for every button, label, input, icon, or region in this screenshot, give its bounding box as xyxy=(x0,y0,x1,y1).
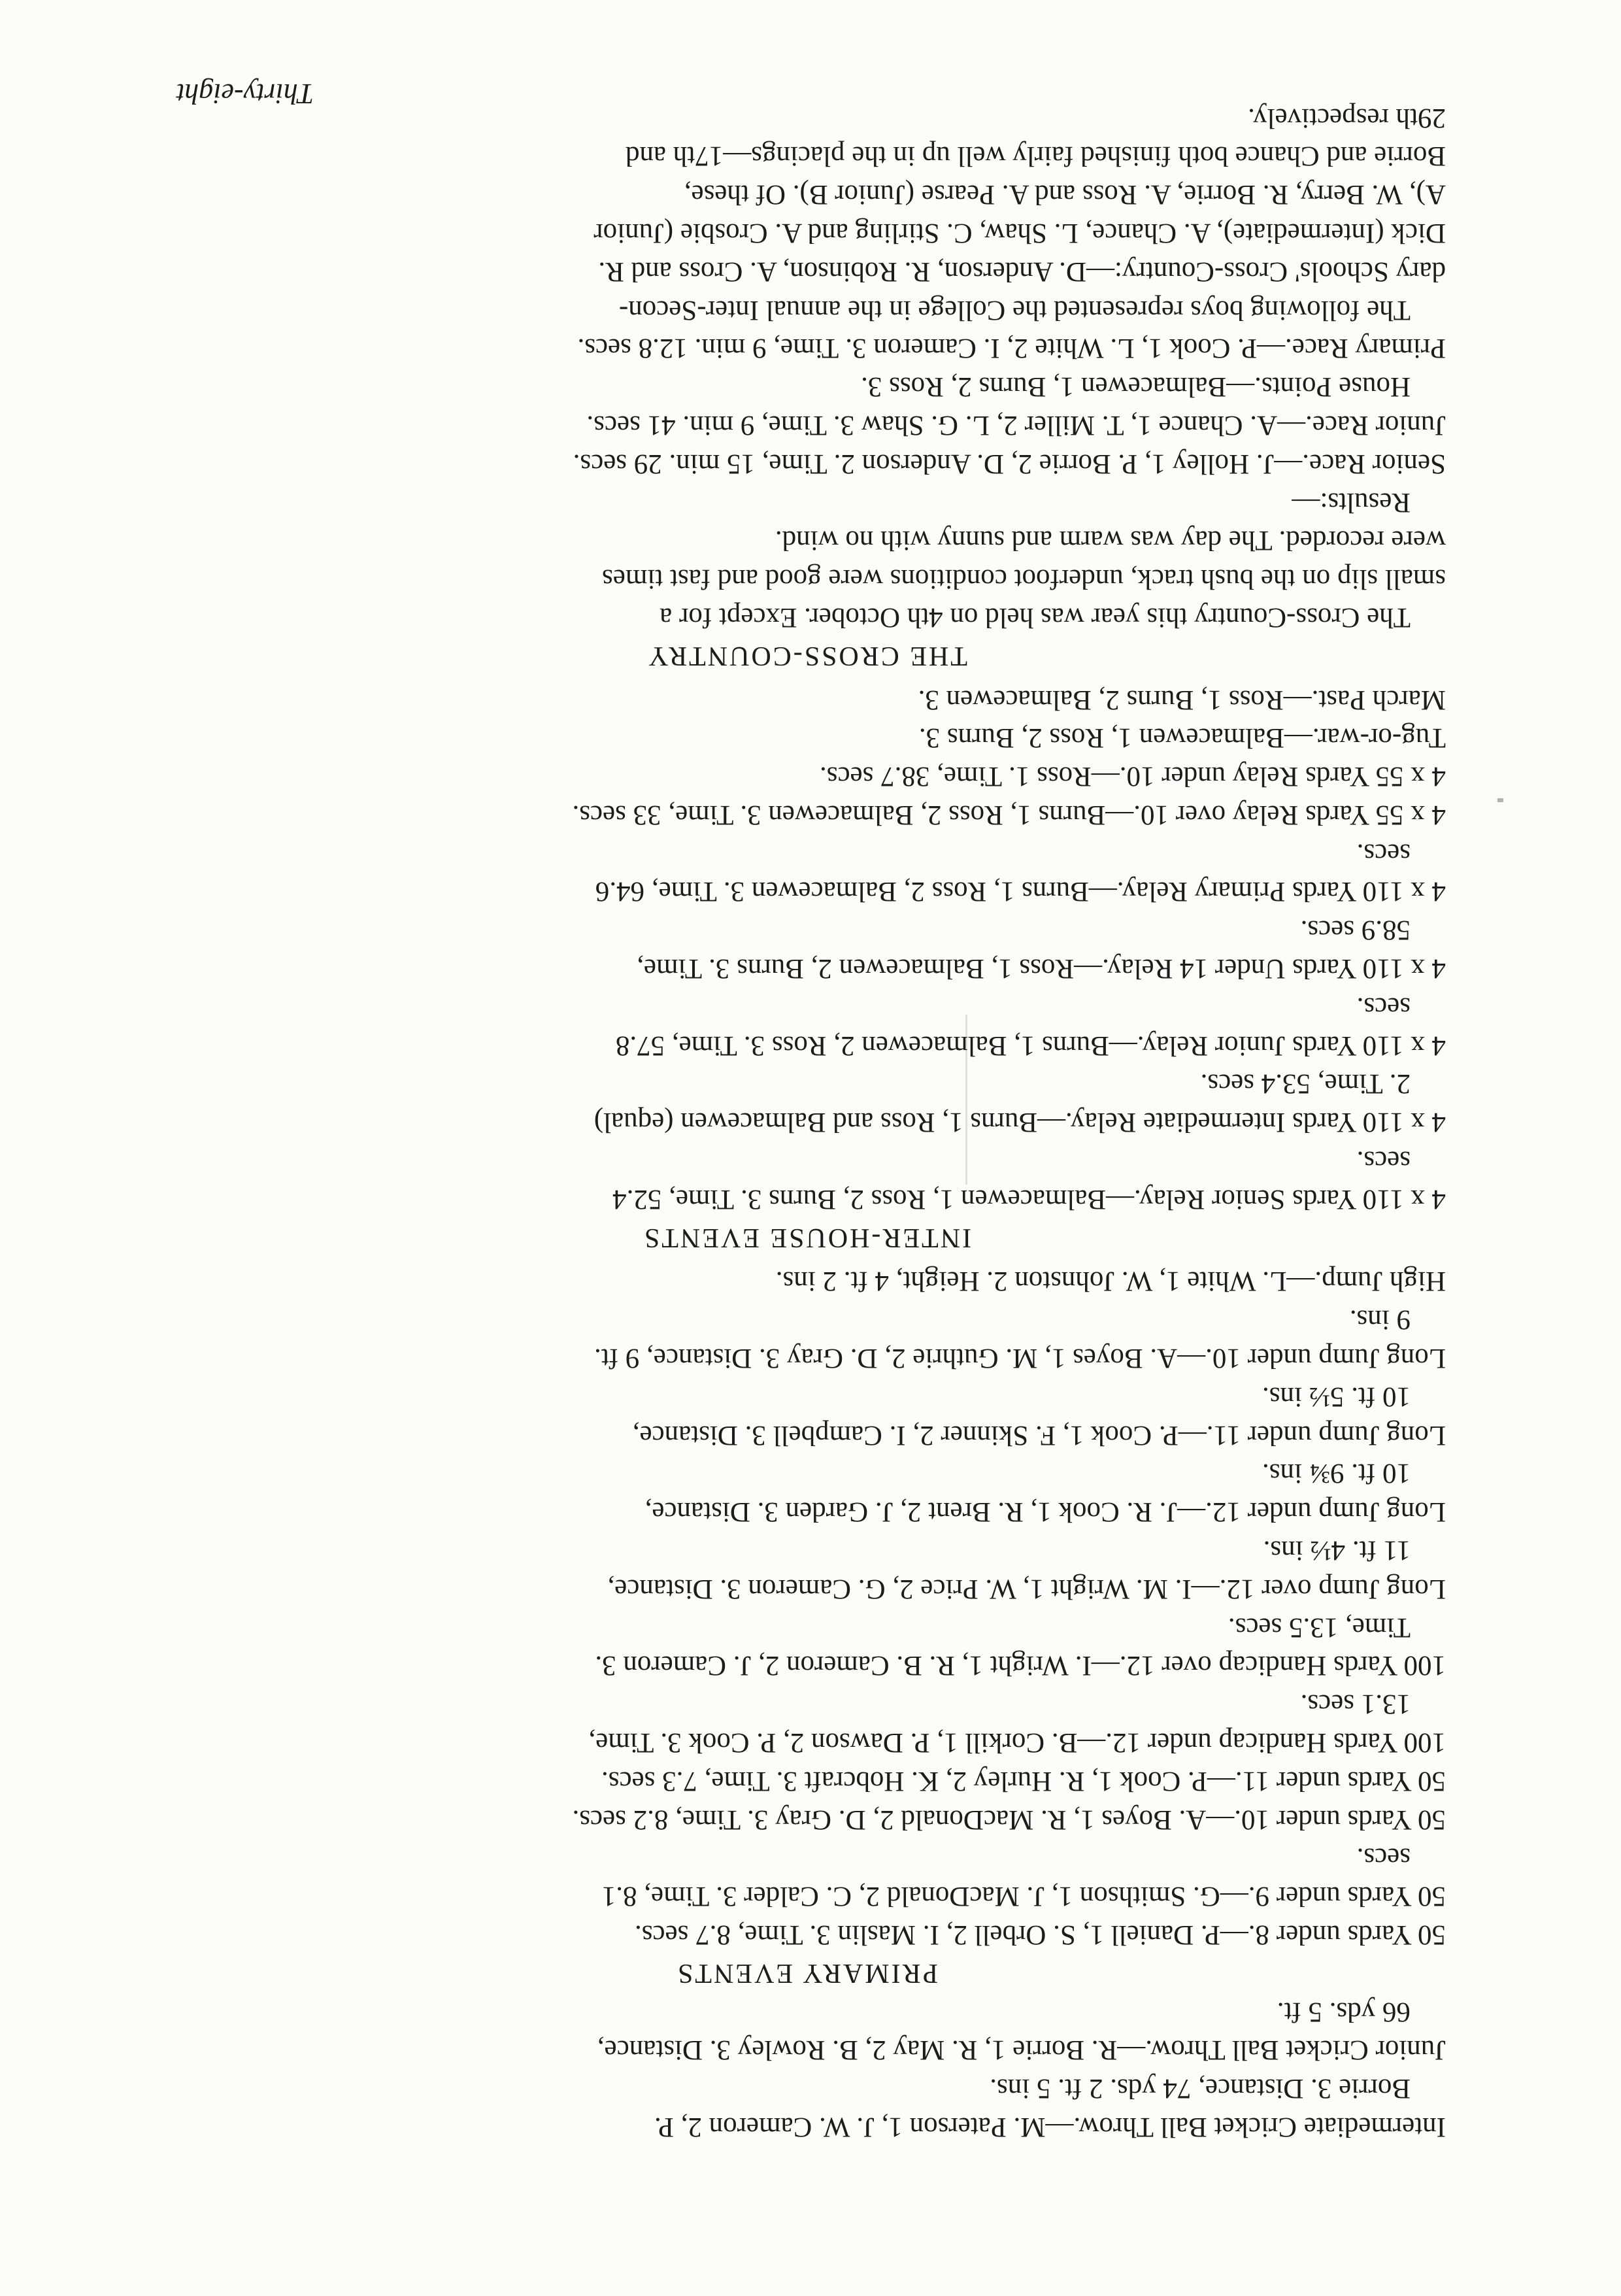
result-long-jump-under-11: Long Jump under 11.—P. Cook 1, F. Skinner 2, I. Campbell 3. Distance, 10 ft. 5½ ins. xyxy=(632,1381,1446,1451)
result-senior-relay: 4 x 110 Yards Senior Relay.—Balmacewen 1, Ross 2, Burns 3. Time, 52.4 secs. xyxy=(612,1145,1446,1215)
result-senior-race: Senior Race.—J. Holley 1, P. Borrie 2, D. Anderson 2. Time, 15 min. 29 secs. xyxy=(573,448,1446,479)
results-label: Results:— xyxy=(1292,486,1411,518)
result-junior-race: Junior Race.—A. Chance 1, T. Miller 2, L. G. Shaw 3. Time, 9 min. 41 secs. xyxy=(586,409,1446,441)
result-long-jump-under-12: Long Jump under 12.—J. R. Cook 1, R. Brent 2, J. Garden 3. Distance, 10 ft. 9¾ ins. xyxy=(644,1458,1446,1528)
result-50y-under-8: 50 Yards under 8.—P. Daniell 1, S. Orbell 2, I. Maslin 3. Time, 8.7 secs. xyxy=(634,1919,1446,1951)
result-50y-under-9: 50 Yards under 9.—G. Smithson 1, J. MacDonald 2, C. Calder 3. Time, 8.1 secs. xyxy=(601,1842,1446,1912)
result-50y-under-11: 50 Yards under 11.—P. Cook 1, R. Hurley 2, K. Hobcraft 3. Time, 7.3 secs. xyxy=(601,1765,1446,1797)
house-points: House Points.—Balmacewen 1, Burns 2, Ross 3. xyxy=(861,371,1411,403)
result-50y-under-10: 50 Yards under 10.—A. Boyes 1, R. MacDonald 2, D. Gray 3. Time, 8.2 secs. xyxy=(572,1804,1446,1835)
result-march-past: March Past.—Ross 1, Burns 2, Balmacewen 3. xyxy=(918,684,1446,715)
page-number-footer: Thirty-eight xyxy=(176,78,314,110)
result-under-14-relay: 4 x 110 Yards Under 14 Relay.—Ross 1, Balmacewen 2, Burns 3. Time, 58.9 secs. xyxy=(637,915,1446,985)
heading-inter-house-events: INTER-HOUSE EVENTS xyxy=(642,1222,972,1253)
result-55y-relay-over-10: 4 x 55 Yards Relay over 10.—Burns 1, Ross 2, Balmacewen 3. Time, 33 secs. xyxy=(572,799,1446,830)
result-intermediate-cricket: Intermediate Cricket Ball Throw.—M. Paterson 1, J. W. Cameron 2, P. Borrie 3. Distance, 74 yds. 2 ft. 5 ins. xyxy=(654,2073,1446,2142)
result-intermediate-relay: 4 x 110 Yards Intermediate Relay.—Burns 1, Ross and Balmacewen (equal) 2. Time, 53.4 secs. xyxy=(593,1068,1446,1138)
heading-cross-country: THE CROSS-COUNTRY xyxy=(646,640,967,671)
document-body xyxy=(168,98,1446,2146)
result-junior-cricket: Junior Cricket Ball Throw.—R. Borrie 1, R. May 2, B. Rowley 3. Distance, 66 yds. 5 ft. xyxy=(597,1996,1446,2066)
cross-country-intro: The Cross-Country this year was held on 4th October. Except for a small slip on the bush track, underfoot conditions were good and fast times were recorded. The day was warm and sunny with no wind. xyxy=(602,525,1446,633)
result-100y-handicap-under-12: 100 Yards Handicap under 12.—B. Corkill 1, P. Dawson 2, P. Cook 3. Time, 13.1 secs. xyxy=(588,1689,1446,1759)
scan-speck xyxy=(1497,798,1503,802)
result-junior-relay: 4 x 110 Yards Junior Relay.—Burns 1, Balmacewen 2, Ross 3. Time, 57.8 secs. xyxy=(615,991,1446,1061)
result-100y-handicap-over-12: 100 Yards Handicap over 12.—I. Wright 1, R. B. Cameron 2, J. Cameron 3. Time, 13.5 secs. xyxy=(595,1612,1446,1681)
inter-secondary-paragraph: The following boys represented the College in the annual Inter-Secon- dary Schools' Cross-Country:—D. Anderson, R. Robinson, A. Cross and R. Dick (Intermediate), A. Chance, L. Shaw, C. Stirling and A. Crosbie (Junior A), W. Berry, R. Borrie, A. Ross and A. Pearse (Junior B). Of these, Borrie and Chance both finished fairly well up in the placings—17th and 29th respectively. xyxy=(593,102,1446,326)
result-tug-of-war: Tug-or-war.—Balmacewen 1, Ross 2, Burns 3. xyxy=(918,722,1446,754)
result-55y-relay-under-10: 4 x 55 Yards Relay under 10.—Ross 1. Time, 38.7 secs. xyxy=(820,761,1446,792)
scan-speck xyxy=(965,1015,967,1185)
result-high-jump: High Jump.—L. White 1, W. Johnston 2. Height, 4 ft. 2 ins. xyxy=(775,1266,1446,1297)
result-long-jump-over-12: Long Jump over 12.—I. M. Wright 1, W. Price 2, G. Cameron 3. Distance, 11 ft. 4½ ins. xyxy=(607,1535,1446,1604)
result-long-jump-under-10: Long Jump under 10.—A. Boyes 1, M. Guthrie 2, D. Gray 3. Distance, 9 ft. 9 ins. xyxy=(594,1304,1446,1374)
result-primary-race: Primary Race.—P. Cook 1, L. White 2, I. Cameron 3. Time, 9 min. 12.8 secs. xyxy=(577,333,1446,364)
heading-primary-events: PRIMARY EVENTS xyxy=(676,1957,938,1988)
result-primary-relay: 4 x 110 Yards Primary Relay.—Burns 1, Ross 2, Balmacewen 3. Time, 64.6 secs. xyxy=(595,837,1446,907)
